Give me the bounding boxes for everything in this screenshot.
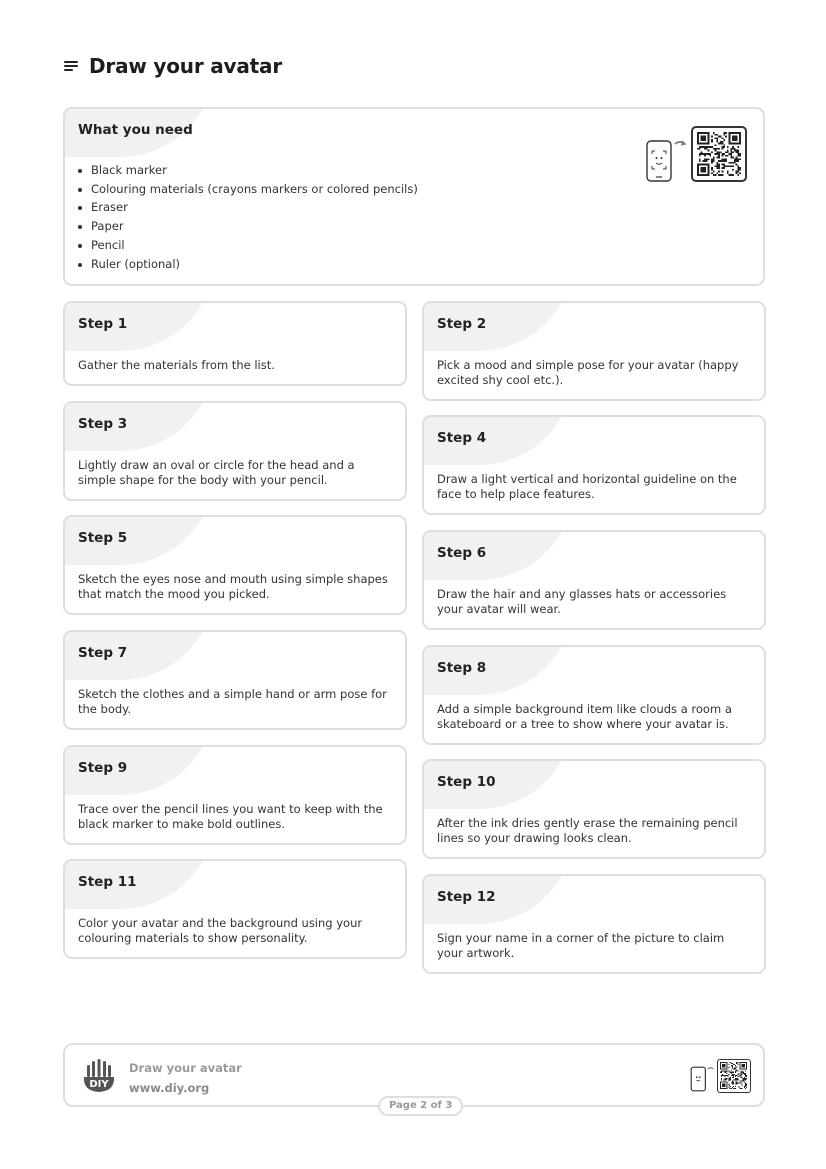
step-text: Sketch the eyes nose and mouth using simple shapes that match the mood you picked. [78, 572, 388, 601]
step-card-5 [63, 515, 407, 615]
step-text: Color your avatar and the background using your colouring materials to show personality. [78, 916, 363, 945]
step-card-10 [422, 759, 766, 859]
footer-title: Draw your avatar [129, 1061, 242, 1075]
phone-scan-icon [690, 1064, 716, 1098]
step-card-1 [63, 301, 407, 386]
step-card-4 [422, 415, 766, 515]
step-card-12 [422, 874, 766, 974]
step-label: Step 10 [437, 774, 496, 790]
page-title: Draw your avatar [89, 54, 282, 78]
menu-icon[interactable] [64, 60, 78, 72]
step-text: Add a simple background item like clouds a room a skateboard or a tree to show where your avatar is. [437, 702, 732, 731]
footer-link[interactable]: www.diy.org [129, 1081, 210, 1095]
materials-card [63, 107, 765, 286]
step-label: Step 2 [437, 316, 487, 332]
step-card-6 [422, 530, 766, 630]
step-card-3 [63, 401, 407, 501]
step-text: Sketch the clothes and a simple hand or arm pose for the body. [78, 687, 387, 716]
step-text: Lightly draw an oval or circle for the head and a simple shape for the body with your pencil. [78, 458, 355, 487]
step-label: Step 5 [78, 530, 128, 546]
step-label: Step 8 [437, 660, 487, 676]
step-text: Sign your name in a corner of the picture to claim your artwork. [437, 931, 725, 960]
qr-code[interactable] [717, 1059, 751, 1093]
materials-heading: What you need [78, 122, 193, 138]
step-text: Draw the hair and any glasses hats or accessories your avatar will wear. [437, 587, 727, 616]
step-label: Step 11 [78, 874, 137, 890]
list-item: Paper [78, 217, 418, 236]
step-text: Draw a light vertical and horizontal guideline on the face to help place features. [437, 472, 737, 501]
step-card-11 [63, 859, 407, 959]
step-label: Step 12 [437, 889, 496, 905]
list-item: Colouring materials (crayons markers or colored pencils) [78, 180, 418, 199]
step-text: After the ink dries gently erase the remaining pencil lines so your drawing looks clean. [437, 816, 738, 845]
page-header [64, 54, 282, 78]
list-item: Pencil [78, 236, 418, 255]
step-card-8 [422, 645, 766, 745]
step-text: Trace over the pencil lines you want to keep with the black marker to make bold outlines. [78, 802, 383, 831]
materials-list [78, 161, 418, 273]
step-text: Gather the materials from the list. [78, 358, 275, 372]
step-label: Step 9 [78, 760, 128, 776]
step-text: Pick a mood and simple pose for your avatar (happy excited shy cool etc.). [437, 358, 739, 387]
logo-text: DIY [89, 1079, 109, 1090]
page-indicator: Page 2 of 3 [378, 1096, 463, 1116]
step-label: Step 3 [78, 416, 128, 432]
step-label: Step 7 [78, 645, 128, 661]
step-label: Step 6 [437, 545, 487, 561]
step-card-7 [63, 630, 407, 730]
phone-scan-icon [645, 136, 689, 190]
list-item: Black marker [78, 161, 418, 180]
step-card-2 [422, 301, 766, 401]
list-item: Eraser [78, 198, 418, 217]
step-card-9 [63, 745, 407, 845]
qr-code[interactable] [691, 126, 747, 182]
step-label: Step 1 [78, 316, 128, 332]
diy-logo[interactable] [79, 1055, 119, 1099]
list-item: Ruler (optional) [78, 255, 418, 274]
step-label: Step 4 [437, 430, 487, 446]
